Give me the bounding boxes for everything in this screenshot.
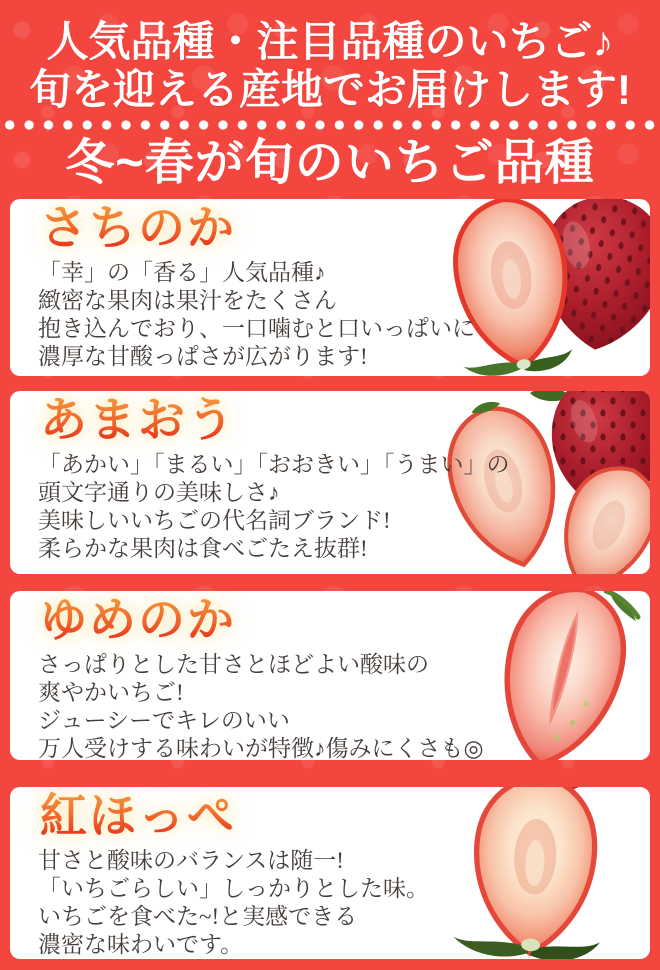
variety-description: 「あかい」「まるい」「おおきい」「うまい」の 頭文字通りの美味しさ♪ 美味しいいちごの代名詞ブランド! 柔らかな果肉は食べごたえ抜群! [38,452,510,561]
headline-line1: 人気品種・注目品種のいちご♪ [46,18,614,65]
variety-name: 紅ほっぺ [40,791,236,843]
variety-description: さっぱりとした甘さとほどよい酸味の 爽やかいちご! ジューシーでキレのいい 万人受けする味わいが特徴♪傷みにくさも◎ [38,652,484,760]
dots-divider [0,116,660,134]
variety-name: ゆめのか [40,595,236,647]
variety-description: 「幸」の「香る」人気品種♪ 緻密な果肉は果汁をたくさん 抱き込んでおり、一口噛むと口いっぱいに 濃厚な甘酸っぱさが広がります! [38,260,475,369]
variety-name: さちのか [40,203,236,255]
variety-card-sachinoka [10,199,650,376]
variety-description: 甘さと酸味のバランスは随一! 「いちごらしい」しっかりとした味。 いちごを食べた~!と実感できる 濃密な味わいです。 [38,848,429,957]
variety-card-list [10,199,650,959]
variety-card-yumenoka [10,591,650,760]
season-section-title: 冬~春が旬のいちご品種 [65,136,595,190]
variety-card-benihoppe [10,787,650,959]
variety-name: あまおう [40,395,236,447]
banner-headline [0,0,660,114]
variety-card-amaou [10,391,650,574]
headline-line2: 旬を迎える産地でお届けします! [29,66,631,113]
